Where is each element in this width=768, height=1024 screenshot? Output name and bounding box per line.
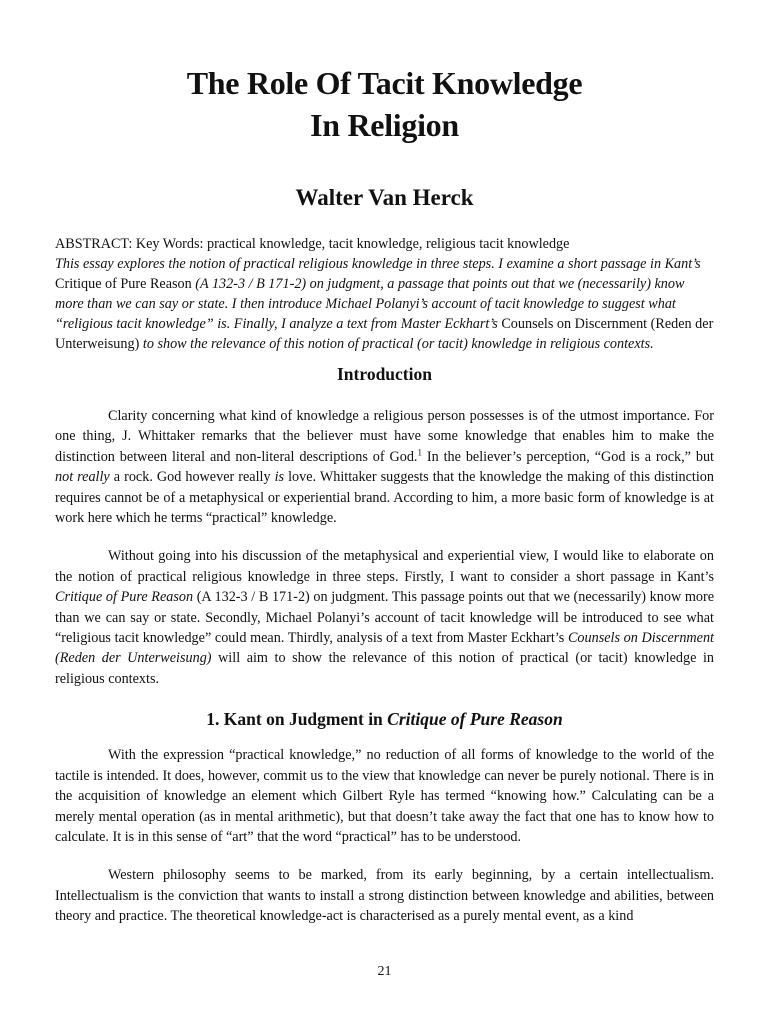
section-heading-introduction: Introduction [337,364,432,384]
paragraph-1-text: love. Whittaker suggests that the knowledge the making of this distinction requires cannot be of a metaphysical or experiential brand. According to him, a more basic form of knowledge is at work here which he terms “practical” knowledge. [55,469,714,527]
title-line-2: In Religion [310,107,459,143]
page-number: 21 [377,964,392,979]
title-line-1: The Role Of Tacit Knowledge [186,65,583,101]
paragraph-1-emphasis: not really [55,469,110,486]
paragraph-1-text: a rock. God however really [109,469,275,486]
paragraph-2 [55,546,714,689]
paragraph-1-emphasis: is [274,469,285,486]
paper-title [55,62,714,146]
abstract [55,234,714,354]
abstract-keywords: ABSTRACT: Key Words: practical knowledge, tacit knowledge, religious tacit knowledge [55,236,570,252]
section-heading-kant-number: 1. Kant on Judgment in [206,709,388,730]
paragraph-2-text: will aim to show the relevance of this notion of practical (or tacit) knowledge in religious contexts. [55,650,714,687]
paragraph-2-text: (A 132-3 / B 171-2) on judgment. This passage points out that we (necessarily) know more than we can say or state. Secondly, Michael Polanyi’s account of tacit knowledge will be introduced to see what “religious tacit knowledge” could mean. Thirdly, analysis of a text from Master Eckhart’s [55,589,714,647]
abstract-text-3: (A 132-3 / B 171-2) on judgment, a passage that points out that we (necessarily) know more than we can say or state. I then introduce Michael Polanyi’s account of tacit knowledge to suggest what “religious tacit knowledge” is. Finally, I analyze a text from Master Eckhart’s [55,276,685,332]
section-heading-kant [55,707,714,731]
paragraph-1-text: Clarity concerning what kind of knowledge a religious person possesses is of the utmost importance. For one thing, J. Whittaker remarks that the believer must have some knowledge that enables him to make the distinction between literal and non-literal descriptions of God. [55,408,714,465]
abstract-text-1: This essay explores the notion of practical religious knowledge in three steps. I examine a short passage in Kant’s [55,256,701,272]
paragraph-4: Western philosophy seems to be marked, from its early beginning, by a certain intellectualism. Intellectualism is the conviction that wants to install a strong distinction between knowledge and abilities, between theory and practice. The theoretical knowledge-act is characterised as a purely mental event, as a kind [55,867,714,925]
abstract-text-4: Counsels on Discernment (Reden der Unterweisung) [55,316,714,352]
abstract-text-2: Critique of Pure Reason [55,276,192,292]
paragraph-3: With the expression “practical knowledge,” no reduction of all forms of knowledge to the world of the tactile is intended. It does, however, commit us to the view that knowledge can never be purely notional. There is in the acquisition of knowledge an element which Gilbert Ryle has termed “knowing how.” Calculating can be a merely mental operation (as in mental arithmetic), but that doesn’t take away the fact that one has to know how to calculate. It is in this sense of “art” that the word “practical” has to be understood. [55,747,714,845]
document-page [55,0,714,1024]
author-name: Walter Van Herck [295,185,474,210]
paragraph-2-emphasis: Counsels on Discernment (Reden der Unterweisung) [55,630,714,667]
paragraph-2-text: Without going into his discussion of the metaphysical and experiential view, I would like to elaborate on the notion of practical religious knowledge in three steps. Firstly, I want to consider a short passage in Kant’s [55,548,714,585]
paragraph-1-text: In the believer’s perception, “God is a rock,” but [421,448,714,465]
section-heading-kant-title: Critique of Pure Reason [387,709,563,730]
paragraph-1 [55,406,714,528]
paragraph-2-emphasis: Critique of Pure Reason [55,589,194,606]
abstract-text-5: to show the relevance of this notion of practical (or tacit) knowledge in religious contexts. [139,336,654,352]
footnote-marker: 1 [417,447,422,458]
